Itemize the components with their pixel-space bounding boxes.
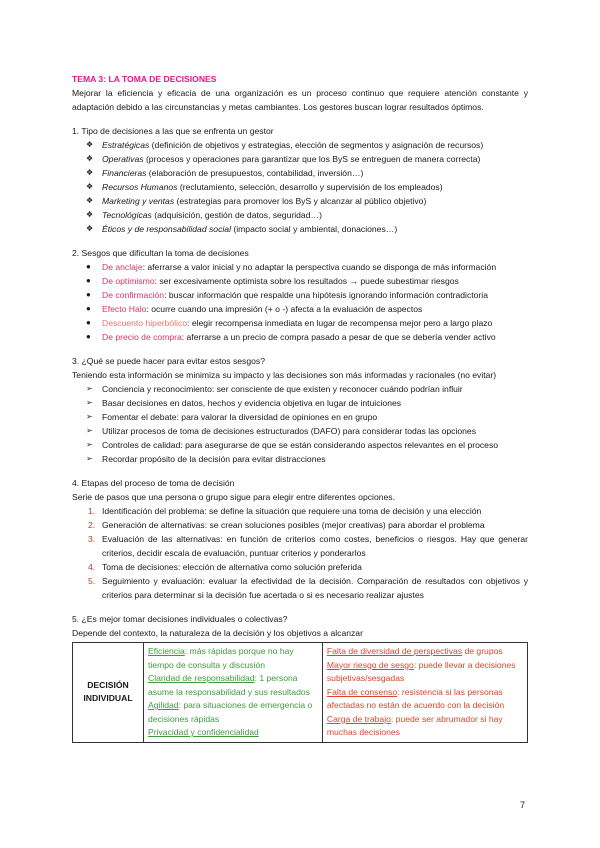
dot-bullet-icon: ● — [86, 276, 91, 285]
list-item: ● Descuento hiperbólico: elegir recompensa inmediata en lugar de recompensa mejor pero a largo plazo — [86, 318, 493, 328]
section-3-heading: 3. ¿Qué se puede hacer para evitar estos sesgos? — [72, 356, 265, 366]
arrow-bullet-icon: ➢ — [86, 384, 93, 393]
arrow-bullet-icon: ➢ — [86, 412, 93, 421]
list-item: ❖ Marketing y ventas (estrategias para promover los ByS y alcanzar al público objetivo) — [86, 196, 427, 206]
bias-mitigation-list — [72, 382, 528, 466]
pro-item: Eficiencia: más rápidas porque no hay tiempo de consulta y discusión — [148, 646, 294, 670]
list-item: 2. Generación de alternativas: se crean soluciones posibles (mejor creativas) para abordar el problema — [88, 520, 485, 530]
dot-bullet-icon: ● — [86, 290, 91, 299]
section-3-subheading: Teniendo esta información se minimiza su impacto y las decisiones son más informadas y racionales (no evitar) — [72, 370, 497, 380]
section-1-heading: 1. Tipo de decisiones a las que se enfrenta un gestor — [72, 126, 274, 136]
list-item: ● De optimismo: ser excesivamente optimista sobre los resultados → puede subestimar riesgos — [86, 276, 459, 286]
list-item: ➢ Controles de calidad: para asegurarse de que se están considerando aspectos relevantes en el proceso — [86, 440, 499, 450]
list-item: ➢ Basar decisiones en datos, hechos y evidencia objetiva en lugar de intuiciones — [86, 398, 402, 408]
list-item: ● De confirmación: buscar información que respalde una hipótesis ignorando información contradictoria — [86, 290, 488, 300]
list-item: ● De precio de compra: aferrarse a un precio de compra pasado a pesar de que se debería vender activo — [86, 332, 496, 342]
section-5-subheading: Depende del contexto, la naturaleza de la decisión y los objetivos a alcanzar — [72, 628, 363, 638]
pro-item: Claridad de responsabilidad: 1 persona asume la responsabilidad y sus resultados — [148, 673, 310, 697]
section-4-heading: 4. Etapas del proceso de toma de decisión — [72, 478, 235, 488]
section-2-heading: 2. Sesgos que dificultan la toma de decisiones — [72, 248, 249, 258]
table-row-label: DECISIÓN INDIVIDUAL — [73, 643, 144, 743]
list-item: ❖ Financieras (elaboración de presupuestos, contabilidad, inversión…) — [86, 168, 364, 178]
stages-list — [72, 504, 528, 602]
list-item: ❖ Recursos Humanos (reclutamiento, selección, desarrollo y supervisión de los empleados) — [86, 182, 443, 192]
list-item: ❖ Tecnológicas (adquisición, gestión de datos, seguridad…) — [86, 210, 322, 220]
list-item: 4. Toma de decisiones: elección de alternativa como solución preferida — [88, 562, 362, 572]
diamond-bullet-icon: ❖ — [86, 168, 94, 177]
biases-list — [72, 260, 528, 344]
list-item: ➢ Recordar propósito de la decisión para evitar distracciones — [86, 454, 326, 464]
diamond-bullet-icon: ❖ — [86, 210, 94, 219]
list-item: ● Efecto Halo: ocurre cuando una impresión (+ o -) afecta a la evaluación de aspectos — [86, 304, 423, 314]
list-item: ❖ Operativas (procesos y operaciones para garantizar que los ByS se entreguen de manera correcta) — [86, 154, 481, 164]
page-title: TEMA 3: LA TOMA DE DECISIONES — [72, 74, 217, 84]
arrow-bullet-icon: ➢ — [86, 454, 93, 463]
diamond-bullet-icon: ❖ — [86, 196, 94, 205]
pro-item: Agilidad: para situaciones de emergencia o decisiones rápidas — [148, 700, 313, 724]
arrow-bullet-icon: ➢ — [86, 398, 93, 407]
list-item: 1. Identificación del problema: se define la situación que requiere una toma de decisión y una elección — [88, 506, 482, 516]
diamond-bullet-icon: ❖ — [86, 182, 94, 191]
diamond-bullet-icon: ❖ — [86, 224, 94, 233]
dot-bullet-icon: ● — [86, 318, 91, 327]
list-item: ● De anclaje: aferrarse a valor inicial y no adaptar la perspectiva cuando se disponga de más información — [86, 262, 497, 272]
arrow-bullet-icon: ➢ — [86, 426, 93, 435]
pros-cell — [144, 643, 323, 743]
list-item: ❖ Estratégicas (definición de objetivos y estrategias, elección de segmentos y asignación de recursos) — [86, 140, 484, 150]
con-item: Falta de diversidad de perspectivas de grupos — [326, 646, 503, 656]
list-item: ➢ Conciencia y reconocimiento: ser consciente de que existen y reconocer cuándo podrían influir — [86, 384, 463, 394]
dot-bullet-icon: ● — [86, 304, 91, 313]
page-number: 7 — [520, 800, 526, 810]
pro-item: Privacidad y confidencialidad — [148, 727, 259, 737]
diamond-bullet-icon: ❖ — [86, 154, 94, 163]
section-4-subheading: Serie de pasos que una persona o grupo sigue para elegir entre diferentes opciones. — [72, 492, 395, 502]
list-item: 5. Seguimiento y evaluación: evaluar la efectividad de la decisión. Comparación de resultados con objetivos y criterios para determinar si la decisión fue acertada o si es necesario realizar ajustes — [88, 576, 528, 600]
con-item: Falta de consenso: resistencia si las personas afectadas no están de acuerdo con la decisión — [326, 686, 505, 710]
section-5-heading: 5. ¿Es mejor tomar decisiones individuales o colectivas? — [72, 614, 288, 624]
list-item: ➢ Utilizar procesos de toma de decisiones estructurados (DAFO) para considerar todas las opciones — [86, 426, 477, 436]
dot-bullet-icon: ● — [86, 262, 91, 271]
cons-cell — [322, 643, 527, 743]
diamond-bullet-icon: ❖ — [86, 140, 94, 149]
list-item: 3. Evaluación de las alternativas: en función de criterios como costes, beneficios o riesgos. Hay que generar criterios, decidir escala de evaluación, puntuar criterios y ponderarlos — [88, 534, 528, 558]
list-item: ❖ Éticos y de responsabilidad social (impacto social y ambiental, donaciones…) — [86, 224, 398, 234]
comparison-table — [72, 642, 528, 743]
list-item: ➢ Fomentar el debate: para valorar la diversidad de opiniones en en grupo — [86, 412, 378, 422]
con-item: Mayor riesgo de sesgo: puede llevar a decisiones subjetivas/sesgadas — [326, 659, 516, 683]
arrow-bullet-icon: ➢ — [86, 440, 93, 449]
document-page — [72, 72, 528, 743]
dot-bullet-icon: ● — [86, 332, 91, 341]
intro-paragraph: Mejorar la eficiencia y eficacia de una organización es un proceso continuo que requiere atención constante y adaptación debido a las circunstancias y metas cambiantes. Los gestores buscan lograr resultados óptimos. — [72, 88, 528, 112]
table-row — [73, 643, 528, 743]
con-item: Carga de trabajo: puede ser abrumador si hay muchas decisiones — [326, 713, 503, 737]
decision-types-list — [72, 138, 528, 236]
